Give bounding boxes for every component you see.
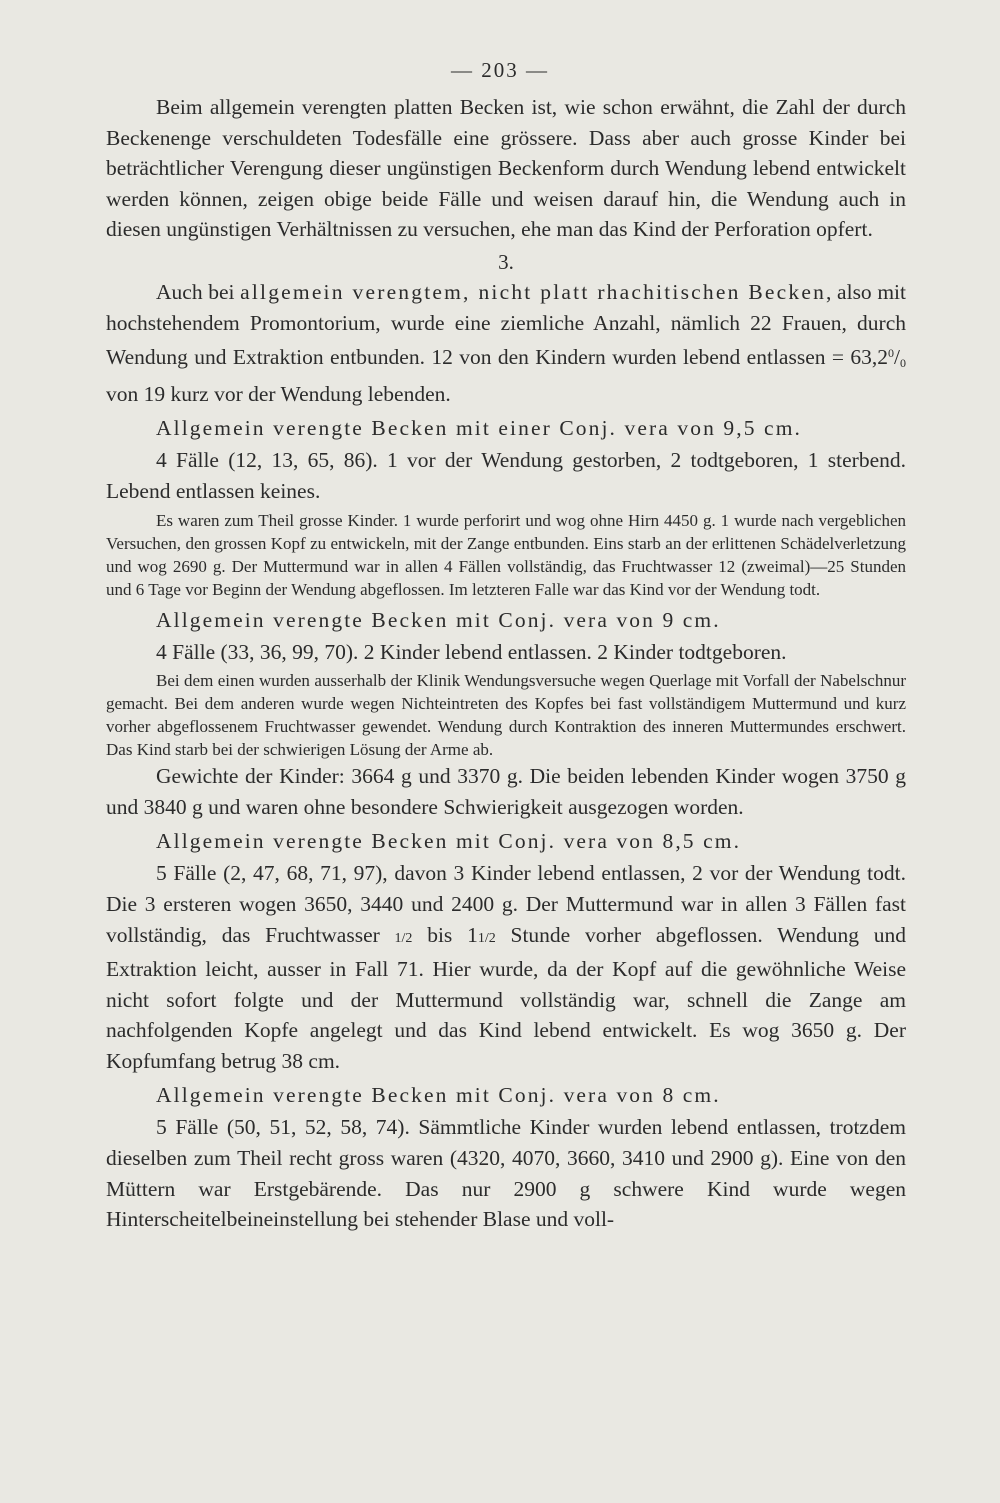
paragraph-9-cm: 4 Fälle (33, 36, 99, 70). 2 Kinder lebend entlassen. 2 Kinder todtgeboren. (156, 639, 787, 664)
text-run: Stunde vorher abgeflossen. Wendung und Extraktion leicht, ausser in Fall 71. Hier wurde, da der Kopf auf die gewöhnliche Weise nicht sofort folgte und der Muttermund vollständig war, schnell die Zange am nachfolgenden Kopfe angelegt und das Kind lebend entwickelt. Es wog 3650 g. Der Kopfumfang betrug 38 cm. (106, 922, 907, 1073)
note-9-cm: Bei dem einen wurden ausserhalb der Klinik Wendungsversuche wegen Querlage mit Vorfall der Nabelschnur gemacht. Bei dem anderen wurde wegen Nichteintreten des Kopfes bei fast vollständigem Muttermund und kurz vorher abgeflossenem Fruchtwasser gewendet. Wendung durch Kontraktion des inneren Muttermundes erschwert. Das Kind starb bei der schwierigen Lösung der Arme ab. (106, 671, 906, 760)
paragraph-8-cm: 5 Fälle (50, 51, 52, 58, 74). Sämmtliche Kinder wurden lebend entlassen, trotzdem dieselben zum Theil recht gross waren (4320, 4070, 3660, 3410 und 2900 g). Eine von den Müttern war Erstgebärende. Das nur 2900 g schwere Kind wurde wegen Hinterscheitelbeineinstellung bei stehender Blase und voll- (106, 1115, 906, 1232)
text-run: bis 1 (412, 922, 478, 947)
fraction-half: 1/2 (477, 930, 496, 946)
spaced-emphasis: allgemein verengtem, nicht platt rhachitischen Becken (240, 279, 827, 304)
page-number: — 203 — (451, 58, 549, 82)
subheading-9-cm: Allgemein verengte Becken mit Conj. vera von 9 cm. (156, 607, 721, 632)
page-body (106, 92, 906, 1235)
subheading-9-5-cm: Allgemein verengte Becken mit einer Conj. vera von 9,5 cm. (156, 416, 802, 441)
paragraph-9-5-cm: 4 Fälle (12, 13, 65, 86). 1 vor der Wendung gestorben, 2 todtgeboren, 1 sterbend. Lebend entlassen keines. (106, 448, 906, 503)
fraction-half: 1/2 (394, 930, 413, 946)
text-run: von 19 kurz vor der Wendung lebenden. (106, 381, 451, 406)
paragraph-platt-becken: Beim allgemein verengten platten Becken ist, wie schon erwähnt, die Zahl der durch Beckenenge verschuldeten Todesfälle eine grössere. Dass aber auch grosse Kinder bei beträchtlicher Verengung dieser ungünstigen Beckenform durch Wendung lebend entwickelt werden können, zeigen obige beide Fälle und weisen darauf hin, die Wendung auch in diesen ungünstigen Verhältnissen zu versuchen, ehe man das Kind der Perforation opfert. (106, 95, 906, 242)
paragraph-8-5-cm (106, 858, 906, 1076)
note-9-5-cm: Es waren zum Theil grosse Kinder. 1 wurde perforirt und wog ohne Hirn 4450 g. 1 wurde nach vergeblichen Versuchen, den grossen Kopf zu entwickeln, mit der Zange entbunden. Eins starb an der erlittenen Schädelverletzung und wog 2690 g. Der Muttermund war in allen 4 Fällen vollständig, das Fruchtwasser 12 (zweimal)—25 Stunden und 6 Tage vor Beginn der Wendung abgeflossen. Im letzteren Falle war das Kind vor der Wendung todt. (106, 510, 906, 599)
section-number: 3. (498, 249, 514, 274)
subheading-8-cm: Allgemein verengte Becken mit Conj. vera von 8 cm. (156, 1083, 721, 1108)
text-run: Auch bei (156, 279, 241, 304)
percent-sub: 0 (900, 356, 906, 371)
paragraph-section-3-intro: Auch bei allgemein verengtem, nicht platt rhachitischen Becken, also mit hochstehendem Promontorium, wurde eine ziemliche Anzahl, nämlich 22 Frauen, durch Wendung und Extraktion entbunden. 12 von den Kindern wurden lebend entlassen = $63,2^0/_0$ von 19 kurz vor der Wendung lebenden. (106, 279, 906, 406)
text-run: 5 Fälle (2, 47, 68, 71, 97), davon 3 Kinder lebend entlassen, 2 vor der Wendung todt. Die 3 ersteren wogen 3650, 3440 und 2400 g. Der Muttermund war in allen 3 Fällen fast vollständig, das Fruchtwasser (106, 861, 906, 947)
percent-sup: 0 (888, 346, 895, 361)
text-run: , also mit hochstehendem Promontorium, wurde eine ziemliche Anzahl, nämlich 22 Frauen, durch Wendung und Extraktion entbunden. 12 von den Kindern wurden lebend entlassen = 63,2 (106, 279, 906, 370)
paragraph-weights: Gewichte der Kinder: 3664 g und 3370 g. Die beiden lebenden Kinder wogen 3750 g und 3840 g und waren ohne besondere Schwierigkeit ausgezogen worden. (106, 764, 906, 819)
subheading-8-5-cm: Allgemein verengte Becken mit Conj. vera von 8,5 cm. (156, 829, 742, 854)
